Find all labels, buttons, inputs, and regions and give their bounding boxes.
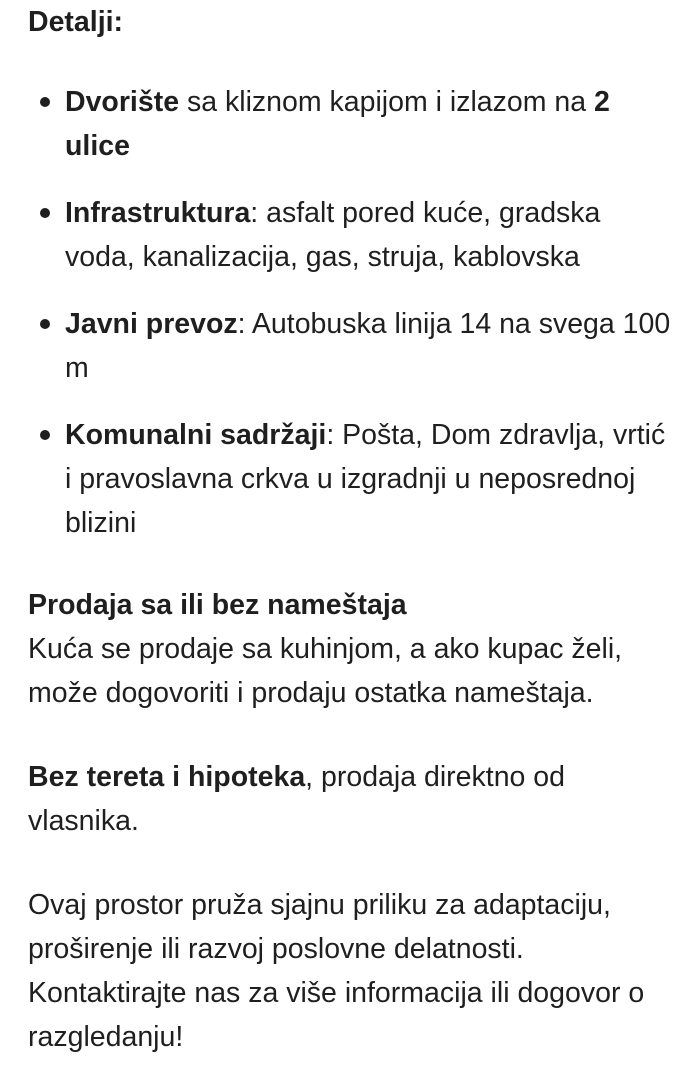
debt-text: , prodaja direktno od vlasnika. bbox=[28, 761, 566, 837]
furniture-section bbox=[28, 583, 678, 715]
bullet-icon bbox=[40, 97, 50, 107]
details-heading: Detalji: bbox=[28, 6, 124, 38]
bullet-icon bbox=[40, 208, 50, 218]
detail-bold-suffix: 2 ulice bbox=[65, 86, 610, 162]
furniture-title: Prodaja sa ili bez nameštaja bbox=[28, 589, 407, 621]
detail-text: : asfalt pored kuće, gradska voda, kanalizacija, gas, struja, kablovska bbox=[65, 197, 601, 273]
debt-title: Bez tereta i hipoteka bbox=[28, 761, 306, 793]
list-item-amenities bbox=[28, 413, 678, 545]
detail-text: : Pošta, Dom zdravlja, vrtić i pravoslavna crkva u izgradnji u neposrednoj blizini bbox=[65, 419, 666, 539]
debt-section bbox=[28, 755, 678, 843]
bullet-icon bbox=[40, 319, 50, 329]
detail-title: Komunalni sadržaji bbox=[65, 419, 327, 451]
detail-text: : Autobuska linija 14 na svega 100 m bbox=[65, 308, 671, 384]
list-item-yard bbox=[28, 80, 678, 168]
details-list bbox=[28, 80, 678, 545]
detail-title: Javni prevoz bbox=[65, 308, 238, 340]
detail-text: sa kliznom kapijom i izlazom na bbox=[179, 86, 595, 118]
furniture-text: Kuća se prodaje sa kuhinjom, a ako kupac želi, može dogovoriti i prodaju ostatka nameštaja. bbox=[28, 633, 623, 709]
list-item-transport bbox=[28, 302, 678, 390]
listing-description bbox=[28, 0, 678, 1059]
closing-paragraph: Ovaj prostor pruža sjajnu priliku za adaptaciju, proširenje ili razvoj poslovne delatnosti. Kontaktirajte nas za više informacija ili dogovor o razgledanju! bbox=[28, 889, 645, 1053]
detail-title: Infrastruktura bbox=[65, 197, 251, 229]
list-item-infrastructure bbox=[28, 191, 678, 279]
detail-title: Dvorište bbox=[65, 86, 180, 118]
bullet-icon bbox=[40, 430, 50, 440]
